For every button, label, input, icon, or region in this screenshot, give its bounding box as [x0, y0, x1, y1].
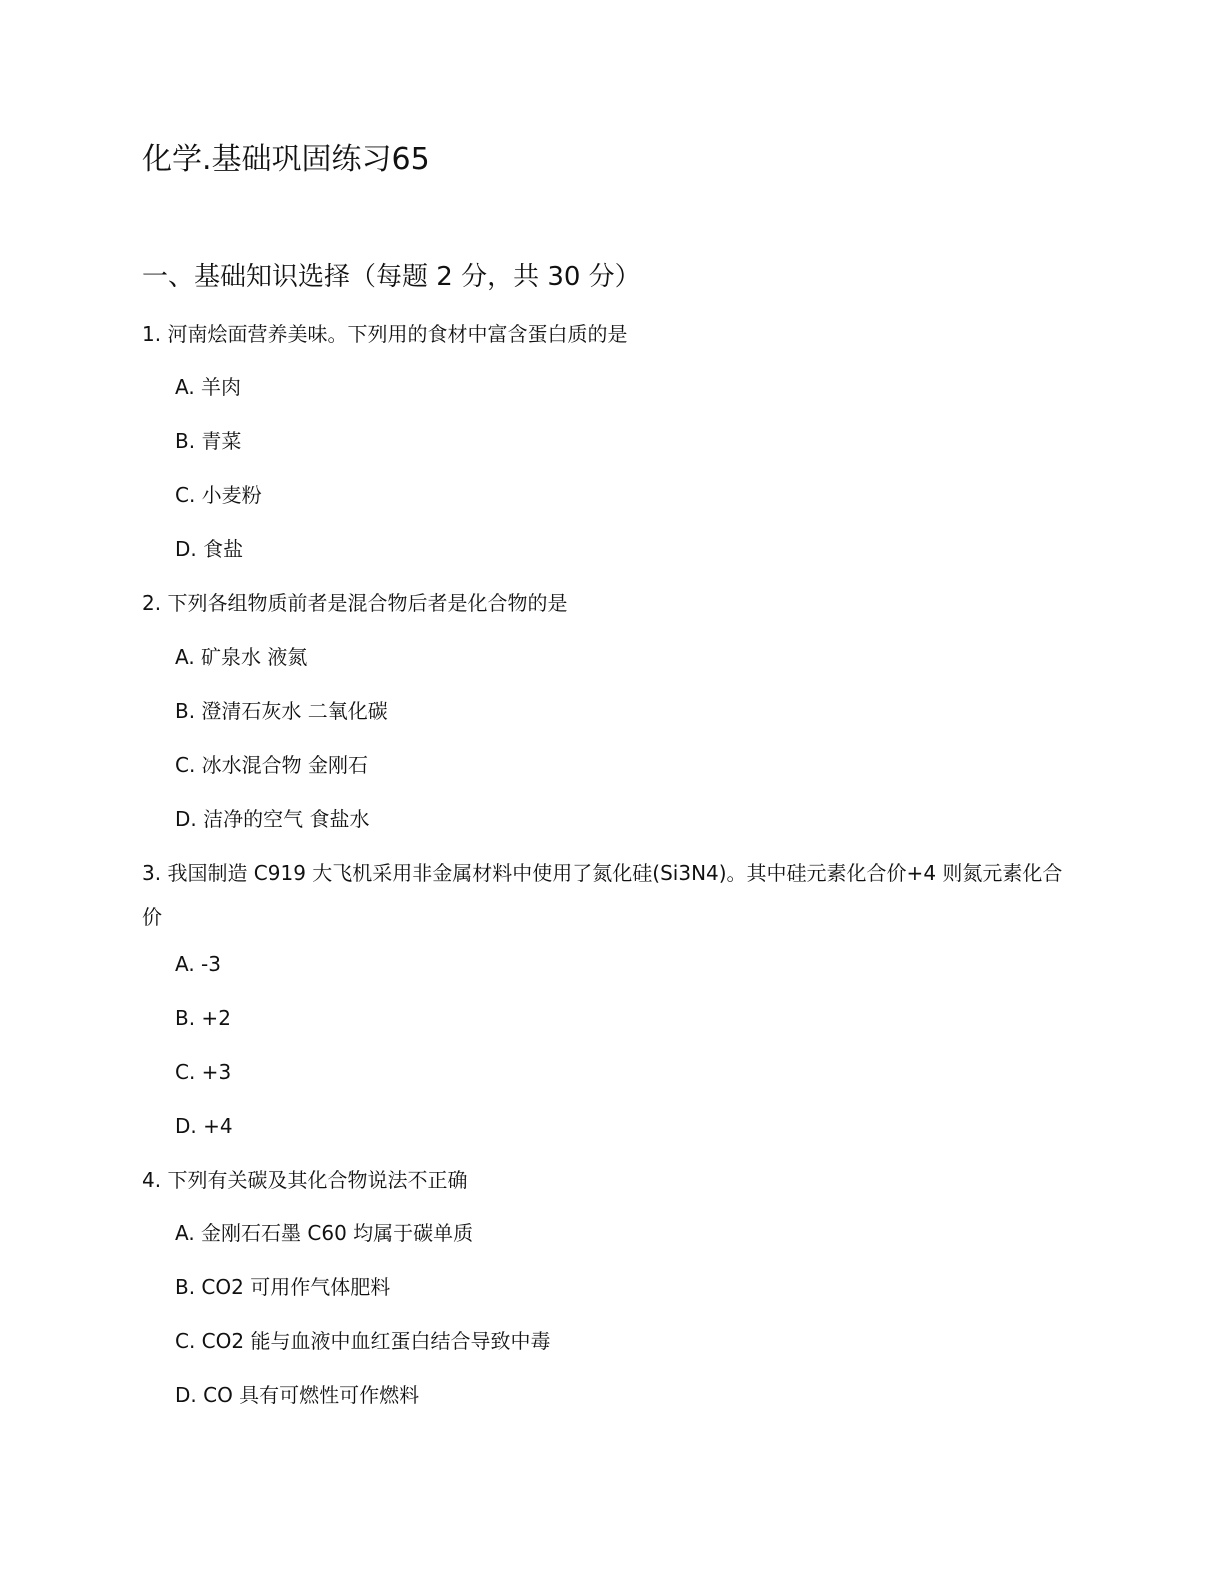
question-1-stem: 1. 河南烩面营养美味。下列用的食材中富含蛋白质的是 [142, 322, 628, 346]
question-3-option-c: C. +3 [175, 1060, 232, 1084]
section-title: 一、基础知识选择（每题 2 分，共 30 分） [142, 262, 641, 292]
question-2-option-b: B. 澄清石灰水 二氧化碳 [175, 699, 388, 723]
question-3-stem: 3. 我国制造 C919 大飞机采用非金属材料中使用了氮化硅(Si3N4)。其中硅元素化合价+4 则氮元素化合价 [142, 861, 1063, 929]
question-2-option-d: D. 洁净的空气 食盐水 [175, 807, 370, 831]
question-4-option-c: C. CO2 能与血液中血红蛋白结合导致中毒 [175, 1329, 551, 1353]
question-2-option-a: A. 矿泉水 液氮 [175, 645, 308, 669]
question-2-stem: 2. 下列各组物质前者是混合物后者是化合物的是 [142, 591, 568, 615]
question-1-option-a: A. 羊肉 [175, 375, 242, 399]
question-1-option-b: B. 青菜 [175, 429, 242, 453]
question-4-stem: 4. 下列有关碳及其化合物说法不正确 [142, 1168, 468, 1192]
question-4-option-d: D. CO 具有可燃性可作燃料 [175, 1383, 420, 1407]
question-2-option-c: C. 冰水混合物 金刚石 [175, 753, 369, 777]
document-title: 化学.基础巩固练习65 [142, 142, 430, 177]
question-1-option-c: C. 小麦粉 [175, 483, 262, 507]
question-4-option-a: A. 金刚石石墨 C60 均属于碳单质 [175, 1221, 474, 1245]
question-3-option-d: D. +4 [175, 1114, 233, 1138]
question-3-option-a: A. -3 [175, 952, 221, 976]
question-4-option-b: B. CO2 可用作气体肥料 [175, 1275, 391, 1299]
question-1-option-d: D. 食盐 [175, 537, 244, 561]
question-3-option-b: B. +2 [175, 1006, 231, 1030]
